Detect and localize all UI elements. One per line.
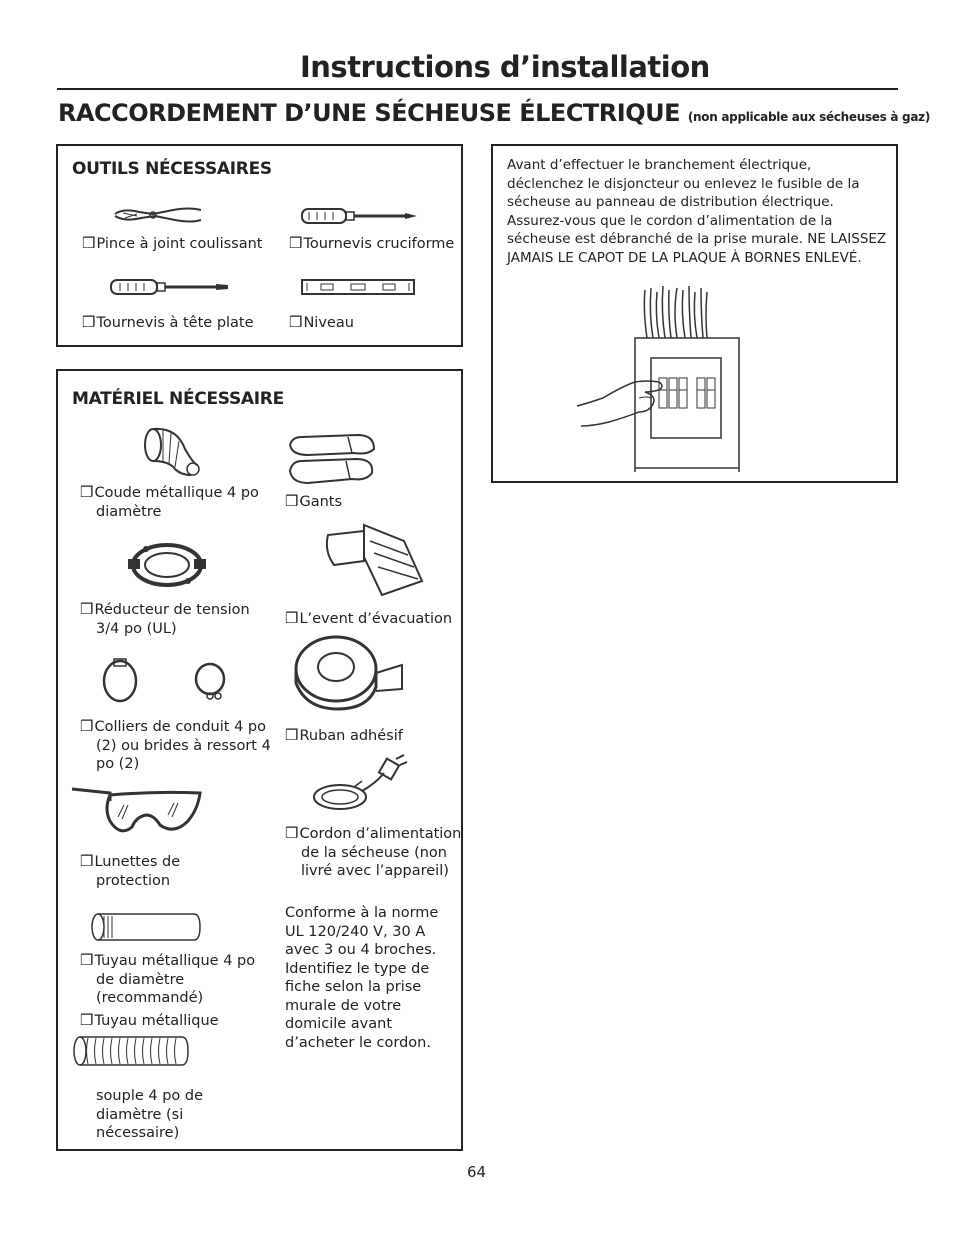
page-title: Instructions d’installation — [300, 50, 710, 84]
breaker-panel-icon — [573, 286, 748, 472]
level-icon — [301, 278, 415, 296]
warning-box — [491, 144, 898, 483]
pliers-icon — [113, 204, 203, 226]
rigid-duct-icon — [90, 912, 202, 942]
tools-title: OUTILS NÉCESSAIRES — [72, 159, 272, 179]
flat-screwdriver-icon — [110, 277, 230, 297]
title-divider — [57, 88, 898, 90]
flex-duct-continuation: souple 4 po de diamètre (si nécessaire) — [96, 1088, 204, 1141]
power-cord-icon — [310, 755, 408, 813]
safety-glasses-icon — [70, 781, 202, 837]
materials-item-gloves: ❒Gants — [285, 492, 343, 510]
section-note: (non applicable aux sécheuses à gaz) — [687, 110, 930, 124]
materials-item-exhaust: ❒L’event d’évacuation — [285, 609, 453, 627]
materials-item-cord: ❒Cordon d’alimentation de la sécheuse (non livré avec l’appareil) — [285, 824, 462, 879]
tools-item-flat: ❒Tournevis à tête plate — [82, 313, 254, 331]
materials-item-strain-relief: ❒Réducteur de tension 3/4 po (UL) — [80, 600, 250, 637]
elbow-icon — [141, 427, 201, 477]
materials-item-rigid-duct: ❒Tuyau métallique 4 po de diamètre (recommandé) — [80, 951, 256, 1006]
tools-item-phillips: ❒Tournevis cruciforme — [289, 234, 455, 252]
flex-duct-icon — [72, 1035, 190, 1067]
tape-icon — [292, 633, 404, 713]
section-title-text: RACCORDEMENT D’UNE SÉCHEUSE ÉLECTRIQUE — [58, 99, 680, 127]
section-title — [58, 99, 930, 127]
materials-item-clamps: ❒Colliers de conduit 4 po (2) ou brides à ressort 4 po (2) — [80, 717, 271, 772]
tools-item-level: ❒Niveau — [289, 313, 354, 331]
materials-item-tape: ❒Ruban adhésif — [285, 726, 403, 744]
exhaust-hood-icon — [324, 521, 424, 597]
page-number: 64 — [467, 1163, 487, 1181]
materials-item-elbow: ❒Coude métallique 4 po diamètre — [80, 483, 259, 520]
gloves-icon — [288, 431, 378, 487]
materials-box — [56, 369, 463, 1151]
materials-item-flex-duct: ❒Tuyau métallique — [80, 1011, 219, 1029]
warning-text: Avant d’effectuer le branchement électrique, déclenchez le disjoncteur ou enlevez le fusible de la sécheuse au panneau de distribution électrique. Assurez-vous que le cordon d’alimentation de la sécheuse est débranché de la prise murale. NE LAISSEZ JAMAIS LE CAPOT DE LA PLAQUE À BORNES ENLEVÉ. — [507, 157, 887, 266]
tools-box — [56, 144, 463, 347]
cord-note: Conforme à la norme UL 120/240 V, 30 A avec 3 ou 4 broches. Identifiez le type de fiche selon la prise murale de votre domicile avant d’acheter le cordon. — [285, 905, 439, 1051]
strain-relief-icon — [126, 539, 208, 591]
materials-title: MATÉRIEL NÉCESSAIRE — [72, 389, 284, 409]
clamps-icon — [100, 659, 230, 707]
tools-item-pliers: ❒Pince à joint coulissant — [82, 234, 263, 252]
materials-item-glasses: ❒Lunettes de protection — [80, 852, 181, 889]
phillips-screwdriver-icon — [301, 206, 419, 226]
